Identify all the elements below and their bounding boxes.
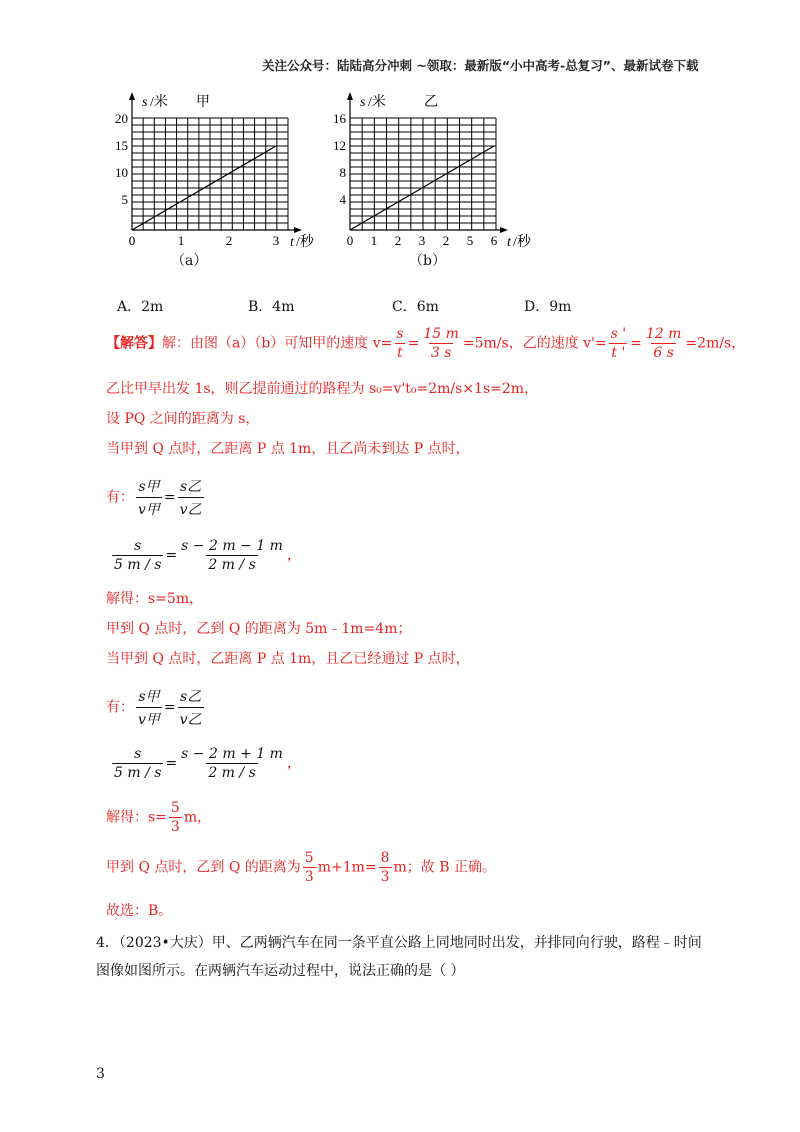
graph-a-grid xyxy=(132,118,288,230)
fraction: $\frac{12 m}{6 s}$ xyxy=(645,326,682,361)
solution-result-2: 解得：s= $\frac{5}{3}$ m， xyxy=(106,800,212,835)
graph-b-y-arrow xyxy=(347,92,353,100)
page-number: 3 xyxy=(96,1066,105,1082)
fraction: $\frac{s}{5 m / s}$ xyxy=(114,538,162,573)
fraction: $\frac{s '}{t '}$ xyxy=(610,326,627,361)
graph-a-xtick: 1 xyxy=(177,233,185,248)
graph-a-xtick: 0 xyxy=(128,233,136,248)
graph-b-xlabel-t: t xyxy=(507,235,511,248)
solution-result-1: 解得：s=5m， xyxy=(106,591,204,607)
graph-a-xlabel-t: t xyxy=(290,235,294,248)
ratio-equation-1: 有： $\frac{\text{s甲}}{\text{v甲}}$ = $\frac{\text{s乙}}{\text{v乙}}$ xyxy=(106,476,206,519)
ratio-equation-2: 有： $\frac{\text{s甲}}{\text{v甲}}$ = $\frac{\text{s乙}}{\text{v乙}}$ xyxy=(106,686,206,729)
question-4-line-1: 4．（2023•大庆）甲、乙两辆汽车在同一条平直公路上同地同时出发，并排同向行驶，路程﹣时间 xyxy=(96,935,702,951)
graph-a-ytick: 15 xyxy=(115,138,128,153)
fraction: $\frac{\text{s甲}}{\text{v甲}}$ xyxy=(138,479,160,518)
fraction: $\frac{8}{3}$ xyxy=(380,850,390,885)
fraction: $\frac{s}{t}$ xyxy=(396,326,404,361)
graph-a-xlabel-unit: /秒 xyxy=(296,235,314,248)
graph-a-caption: （a） xyxy=(171,253,208,269)
graph-a-xtick: 3 xyxy=(272,233,280,248)
graph-b-ylabel-s: s xyxy=(360,95,366,110)
graph-a-xtick: 2 xyxy=(225,233,233,248)
solution-line-6: 当甲到 Q 点时，乙距离 P 点 1m，且乙已经通过 P 点时， xyxy=(106,651,470,667)
graph-b-ytick: 4 xyxy=(339,192,346,207)
solution-line-5: 甲到 Q 点时，乙到 Q 的距离为 5m﹣1m=4m； xyxy=(106,621,412,637)
fraction: $\frac{5}{3}$ xyxy=(170,800,180,835)
graph-a xyxy=(110,88,330,248)
graph-b-xtick: 6 xyxy=(490,233,498,248)
graph-a-y-arrow xyxy=(129,92,135,100)
fraction: $\frac{15 m}{3 s}$ xyxy=(423,326,459,361)
fraction: $\frac{\text{s乙}}{\text{v乙}}$ xyxy=(179,479,202,518)
graph-a-ylabel-unit: /米 xyxy=(150,95,168,110)
graph-b-grid xyxy=(350,118,496,230)
fraction: $\frac{\text{s乙}}{\text{v乙}}$ xyxy=(179,689,202,728)
solution-line-3: 设 PQ 之间的距离为 s， xyxy=(106,411,260,427)
graph-b-x-arrow xyxy=(500,227,508,233)
graph-a-x-arrow xyxy=(294,227,302,233)
graph-b-ytick: 12 xyxy=(333,138,346,153)
solution-line-1: 【解答】解：由图（a）（b）可知甲的速度 v= $\frac{s}{t}$ = $\frac{15 m}{3 s}$ =5m/s，乙的速度 v'= $\frac{s '}{t '}$ = $\frac{12 m}{6 s}$ =2m/s， xyxy=(106,326,746,361)
graph-b-ylabel-unit: /米 xyxy=(368,95,386,110)
graph-b-title: 乙 xyxy=(424,95,438,110)
option-c: C．6m xyxy=(392,299,439,315)
question-4-line-2: 图像如图所示。在两辆汽车运动过程中，说法正确的是（ ） xyxy=(96,963,465,979)
graph-b-ytick: 16 xyxy=(333,111,346,126)
graph-b-xtick: 0 xyxy=(346,233,354,248)
graph-b xyxy=(326,88,546,248)
graph-a-ylabel-s: s xyxy=(142,95,148,110)
fraction: $\frac{s - 2 m - 1 m}{2 m / s}$ xyxy=(181,538,283,573)
graph-b-xlabel-unit: /秒 xyxy=(513,235,531,248)
solution-line-4: 当甲到 Q 点时，乙距离 P 点 1m，且乙尚未到达 P 点时， xyxy=(106,441,470,457)
graph-b-xtick: 5 xyxy=(466,233,474,248)
solution-tag: 【解答】 xyxy=(106,335,162,352)
fraction: $\frac{s - 2 m + 1 m}{2 m / s}$ xyxy=(181,746,283,781)
graph-b-ytick: 8 xyxy=(339,165,346,180)
graph-a-ytick: 5 xyxy=(121,192,128,207)
graph-b-xtick: 3 xyxy=(418,233,426,248)
page-header: 关注公众号：陆陆高分冲刺 ~领取：最新版“小中高考-总复习”、最新试卷下载 xyxy=(262,58,699,73)
option-a: A．2m xyxy=(117,299,164,315)
graph-a-ytick: 20 xyxy=(115,111,128,126)
fraction: $\frac{\text{s甲}}{\text{v甲}}$ xyxy=(138,689,160,728)
solution-line-7: 甲到 Q 点时，乙到 Q 的距离为 $\frac{5}{3}$ m+1m= $\frac{8}{3}$ m；故 B 正确。 xyxy=(106,850,496,885)
graph-b-xtick: 2 xyxy=(394,233,402,248)
graph-a-title: 甲 xyxy=(196,95,210,110)
fraction: $\frac{s}{5 m / s}$ xyxy=(114,746,162,781)
graph-b-xtick: 2 xyxy=(442,233,450,248)
fraction: $\frac{5}{3}$ xyxy=(304,850,314,885)
graph-b-xtick: 1 xyxy=(370,233,378,248)
graph-b-caption: （b） xyxy=(409,253,446,269)
option-b: B．4m xyxy=(248,299,295,315)
graph-a-ytick: 10 xyxy=(115,165,128,180)
option-d: D．9m xyxy=(524,299,572,315)
equation-1: $\frac{s}{5 m / s}$ = $\frac{s - 2 m - 1 m}{2 m / s}$ ， xyxy=(114,538,301,573)
solution-answer: 故选：B。 xyxy=(106,903,173,919)
solution-line-2: 乙比甲早出发 1s，则乙提前通过的路程为 s₀=v't₀=2m/s×1s=2m， xyxy=(106,381,539,397)
equation-2: $\frac{s}{5 m / s}$ = $\frac{s - 2 m + 1 m}{2 m / s}$ ， xyxy=(114,746,301,781)
